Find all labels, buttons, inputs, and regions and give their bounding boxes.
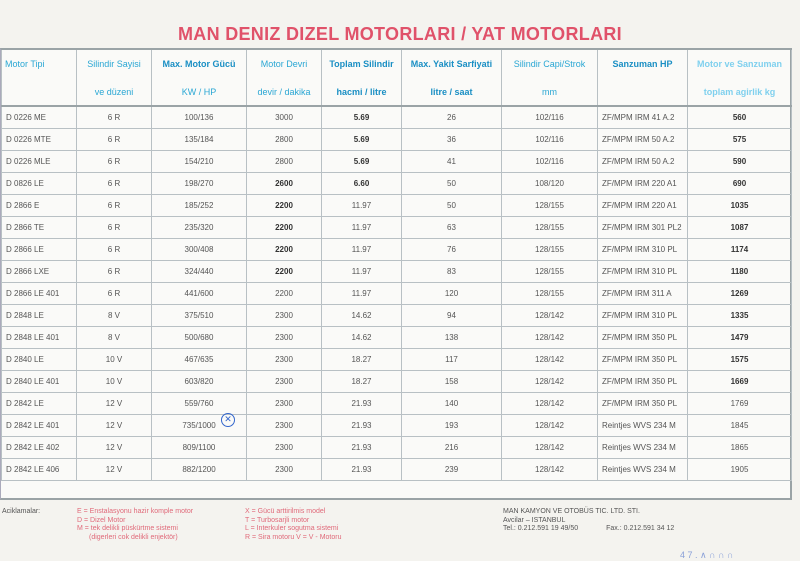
table-cell: D 2842 LE 406: [2, 459, 77, 481]
table-cell: 575: [688, 128, 792, 150]
table-cell: 1845: [688, 415, 792, 437]
table-cell: ZF/MPM IRM 310 PL: [598, 238, 688, 260]
table-cell: 41: [402, 150, 502, 172]
column-header: Motor Devri: [247, 50, 322, 78]
table-cell: 102/116: [502, 150, 598, 172]
notes-col1: [77, 508, 193, 542]
table-cell: D 2866 LE 401: [2, 282, 77, 304]
table-cell: 11.97: [322, 194, 402, 216]
table-cell: D 2848 LE: [2, 304, 77, 326]
table-row: [2, 393, 792, 415]
table-cell: 83: [402, 260, 502, 282]
table-row: [2, 371, 792, 393]
column-header: Toplam Silindir: [322, 50, 402, 78]
column-header: toplam agirlik kg: [688, 78, 792, 106]
table-cell: 128/142: [502, 326, 598, 348]
table-cell: ZF/MPM IRM 301 PL2: [598, 216, 688, 238]
table-cell: 12 V: [77, 437, 152, 459]
column-header: ve düzeni: [77, 78, 152, 106]
table-cell: 216: [402, 437, 502, 459]
column-header: Silindir Sayisi: [77, 50, 152, 78]
table-cell: D 0826 LE: [2, 172, 77, 194]
table-cell: 14.62: [322, 326, 402, 348]
table-cell: 6 R: [77, 128, 152, 150]
table-cell: ZF/MPM IRM 310 PL: [598, 260, 688, 282]
table-cell: 135/184: [152, 128, 247, 150]
table-cell: D 0226 ME: [2, 106, 77, 128]
table-cell: 690: [688, 172, 792, 194]
table-cell: 76: [402, 238, 502, 260]
table-cell: 5.69: [322, 150, 402, 172]
table-cell: 117: [402, 349, 502, 371]
table-cell: 467/635: [152, 349, 247, 371]
table-cell: 1865: [688, 437, 792, 459]
table-cell: 1905: [688, 459, 792, 481]
table-cell: 50: [402, 194, 502, 216]
table-cell: 21.93: [322, 437, 402, 459]
table-cell: D 2842 LE 401: [2, 415, 77, 437]
table-cell: 1769: [688, 393, 792, 415]
table-cell: ZF/MPM IRM 350 PL: [598, 326, 688, 348]
table-cell: 2200: [247, 238, 322, 260]
table-cell: 735/1000: [152, 415, 247, 437]
table-cell: Reintjes WVS 234 M: [598, 459, 688, 481]
table-cell: 6 R: [77, 194, 152, 216]
table-cell: 158: [402, 371, 502, 393]
note-line: E = Enstalasyonu hazir komple motor: [77, 508, 194, 515]
table-row: [2, 128, 792, 150]
table-cell: 6 R: [77, 216, 152, 238]
motor-table-frame: [0, 48, 792, 500]
table-cell: ZF/MPM IRM 310 PL: [598, 304, 688, 326]
company-name: MAN KAMYON VE OTOBÜS TIC. LTD. STI.: [503, 508, 640, 515]
table-cell: 128/155: [502, 260, 598, 282]
table-cell: 10 V: [77, 371, 152, 393]
table-cell: 6 R: [77, 238, 152, 260]
table-cell: 100/136: [152, 106, 247, 128]
table-cell: D 2840 LE: [2, 349, 77, 371]
column-header: Silindir Capi/Strok: [502, 50, 598, 78]
table-cell: 12 V: [77, 415, 152, 437]
table-cell: 560: [688, 106, 792, 128]
table-cell: 882/1200: [152, 459, 247, 481]
table-cell: 138: [402, 326, 502, 348]
table-cell: 193: [402, 415, 502, 437]
table-cell: 500/680: [152, 326, 247, 348]
table-cell: 14.62: [322, 304, 402, 326]
company-tel: Tel.: 0.212.591 19 49/50: [503, 525, 579, 532]
notes-label: Aciklamalar:: [2, 508, 41, 515]
table-cell: 2300: [247, 371, 322, 393]
table-cell: 1335: [688, 304, 792, 326]
table-cell: ZF/MPM IRM 350 PL: [598, 393, 688, 415]
table-cell: 1575: [688, 349, 792, 371]
table-cell: 6 R: [77, 260, 152, 282]
table-cell: D 2866 LE: [2, 238, 77, 260]
table-cell: Reintjes WVS 234 M: [598, 415, 688, 437]
table-row: [2, 260, 792, 282]
table-cell: D 2866 TE: [2, 216, 77, 238]
table-row: [2, 216, 792, 238]
table-cell: ZF/MPM IRM 311 A: [598, 282, 688, 304]
table-cell: 18.27: [322, 371, 402, 393]
table-cell: 128/155: [502, 238, 598, 260]
company-fax: Fax.: 0.212.591 34 12: [606, 525, 675, 532]
table-cell: 375/510: [152, 304, 247, 326]
handwritten-page-mark: 4 7 . ∧ ∩ ∩ ∩: [680, 550, 734, 560]
table-cell: 6 R: [77, 172, 152, 194]
table-cell: D 2866 LXE: [2, 260, 77, 282]
table-cell: ZF/MPM IRM 350 PL: [598, 371, 688, 393]
table-cell: ZF/MPM IRM 220 A1: [598, 172, 688, 194]
column-header: Motor Tipi: [2, 50, 77, 78]
table-cell: 120: [402, 282, 502, 304]
table-cell: 128/155: [502, 282, 598, 304]
table-cell: 11.97: [322, 216, 402, 238]
table-cell: 63: [402, 216, 502, 238]
table-cell: 128/142: [502, 459, 598, 481]
column-header: Max. Motor Gücü: [152, 50, 247, 78]
table-cell: 21.93: [322, 459, 402, 481]
table-cell: 5.69: [322, 128, 402, 150]
table-cell: ZF/MPM IRM 50 A.2: [598, 150, 688, 172]
note-line: D = Dizel Motor: [77, 516, 126, 524]
table-cell: 1180: [688, 260, 792, 282]
table-cell: 21.93: [322, 415, 402, 437]
table-cell: 603/820: [152, 371, 247, 393]
table-cell: 128/155: [502, 216, 598, 238]
table-row: [2, 326, 792, 348]
table-cell: 2300: [247, 304, 322, 326]
table-cell: D 0226 MLE: [2, 150, 77, 172]
table-cell: 2800: [247, 128, 322, 150]
table-cell: 3000: [247, 106, 322, 128]
table-row: [2, 459, 792, 481]
table-cell: 8 V: [77, 304, 152, 326]
table-cell: D 2842 LE 402: [2, 437, 77, 459]
company-info: [503, 508, 674, 534]
table-cell: 2800: [247, 150, 322, 172]
table-cell: 36: [402, 128, 502, 150]
note-line: R = Sira motoru V = V - Motoru: [245, 533, 342, 541]
table-cell: 2300: [247, 326, 322, 348]
company-city: Avcilar – ISTANBUL: [503, 516, 566, 524]
table-cell: 2300: [247, 437, 322, 459]
note-line: X = Gücü arttirilmis model: [245, 508, 326, 515]
column-header: [598, 78, 688, 106]
table-cell: D 0226 MTE: [2, 128, 77, 150]
table-cell: 8 V: [77, 326, 152, 348]
table-cell: 26: [402, 106, 502, 128]
table-cell: ZF/MPM IRM 220 A1: [598, 194, 688, 216]
handwritten-mark-icon: ✕: [221, 413, 235, 427]
table-cell: 50: [402, 172, 502, 194]
table-cell: 6.60: [322, 172, 402, 194]
table-cell: 21.93: [322, 393, 402, 415]
table-cell: Reintjes WVS 234 M: [598, 437, 688, 459]
table-cell: 2200: [247, 260, 322, 282]
column-header: Sanzuman HP: [598, 50, 688, 78]
table-cell: 2200: [247, 194, 322, 216]
table-cell: 300/408: [152, 238, 247, 260]
table-cell: 2600: [247, 172, 322, 194]
table-cell: 590: [688, 150, 792, 172]
table-cell: 11.97: [322, 238, 402, 260]
table-cell: 94: [402, 304, 502, 326]
table-cell: D 2842 LE: [2, 393, 77, 415]
table-cell: 809/1100: [152, 437, 247, 459]
column-header: [2, 78, 77, 106]
note-line: L = Interkuler sogutma sistemi: [245, 525, 339, 532]
table-cell: 559/760: [152, 393, 247, 415]
table-cell: ZF/MPM IRM 50 A.2: [598, 128, 688, 150]
table-row: [2, 349, 792, 371]
table-cell: D 2840 LE 401: [2, 371, 77, 393]
table-row: [2, 304, 792, 326]
table-cell: 11.97: [322, 260, 402, 282]
table-cell: 128/142: [502, 371, 598, 393]
column-header: KW / HP: [152, 78, 247, 106]
table-cell: 12 V: [77, 393, 152, 415]
table-cell: 1174: [688, 238, 792, 260]
table-cell: 2300: [247, 349, 322, 371]
table-cell: 128/142: [502, 415, 598, 437]
table-cell: 2300: [247, 459, 322, 481]
table-cell: 128/142: [502, 349, 598, 371]
table-cell: ZF/MPM IRM 41 A.2: [598, 106, 688, 128]
table-cell: 2200: [247, 282, 322, 304]
table-cell: 1087: [688, 216, 792, 238]
table-cell: 18.27: [322, 349, 402, 371]
table-row: [2, 437, 792, 459]
table-cell: 235/320: [152, 216, 247, 238]
column-header: litre / saat: [402, 78, 502, 106]
table-cell: D 2866 E: [2, 194, 77, 216]
table-cell: 1479: [688, 326, 792, 348]
table-cell: 6 R: [77, 282, 152, 304]
table-cell: ZF/MPM IRM 350 PL: [598, 349, 688, 371]
table-cell: 140: [402, 393, 502, 415]
table-row: [2, 194, 792, 216]
table-cell: 441/600: [152, 282, 247, 304]
table-cell: 239: [402, 459, 502, 481]
table-cell: 102/116: [502, 128, 598, 150]
table-cell: 2300: [247, 393, 322, 415]
column-header: Motor ve Sanzuman: [688, 50, 792, 78]
page-title: MAN DENIZ DIZEL MOTORLARI / YAT MOTORLARI: [178, 24, 622, 44]
table-cell: 11.97: [322, 282, 402, 304]
column-header: hacmi / litre: [322, 78, 402, 106]
note-line: T = Turbosarjli motor: [245, 516, 310, 524]
table-cell: 10 V: [77, 349, 152, 371]
table-row: [2, 150, 792, 172]
table-row: [2, 238, 792, 260]
table-cell: 1669: [688, 371, 792, 393]
table-cell: 154/210: [152, 150, 247, 172]
notes-col2: [245, 508, 341, 542]
table-cell: 2300: [247, 415, 322, 437]
table-cell: 128/142: [502, 437, 598, 459]
table-cell: 5.69: [322, 106, 402, 128]
table-cell: 6 R: [77, 150, 152, 172]
table-cell: 2200: [247, 216, 322, 238]
table-row: [2, 172, 792, 194]
column-header: mm: [502, 78, 598, 106]
table-cell: 1269: [688, 282, 792, 304]
table-cell: 12 V: [77, 459, 152, 481]
table-cell: 1035: [688, 194, 792, 216]
table-cell: 128/155: [502, 194, 598, 216]
motor-spec-table: [1, 50, 792, 481]
table-row: [2, 106, 792, 128]
table-cell: 102/116: [502, 106, 598, 128]
note-line: M = tek delikli püskürtme sistemi: [77, 525, 178, 532]
table-row: [2, 415, 792, 437]
table-cell: 324/440: [152, 260, 247, 282]
column-header: Max. Yakit Sarfiyati: [402, 50, 502, 78]
table-row: [2, 282, 792, 304]
table-cell: 185/252: [152, 194, 247, 216]
table-cell: 128/142: [502, 304, 598, 326]
table-cell: 128/142: [502, 393, 598, 415]
note-line: (digerleri cok delikli enjektör): [89, 533, 178, 541]
table-cell: 6 R: [77, 106, 152, 128]
column-header: devir / dakika: [247, 78, 322, 106]
table-cell: 198/270: [152, 172, 247, 194]
table-cell: D 2848 LE 401: [2, 326, 77, 348]
company-contact: [503, 525, 674, 534]
table-cell: 108/120: [502, 172, 598, 194]
